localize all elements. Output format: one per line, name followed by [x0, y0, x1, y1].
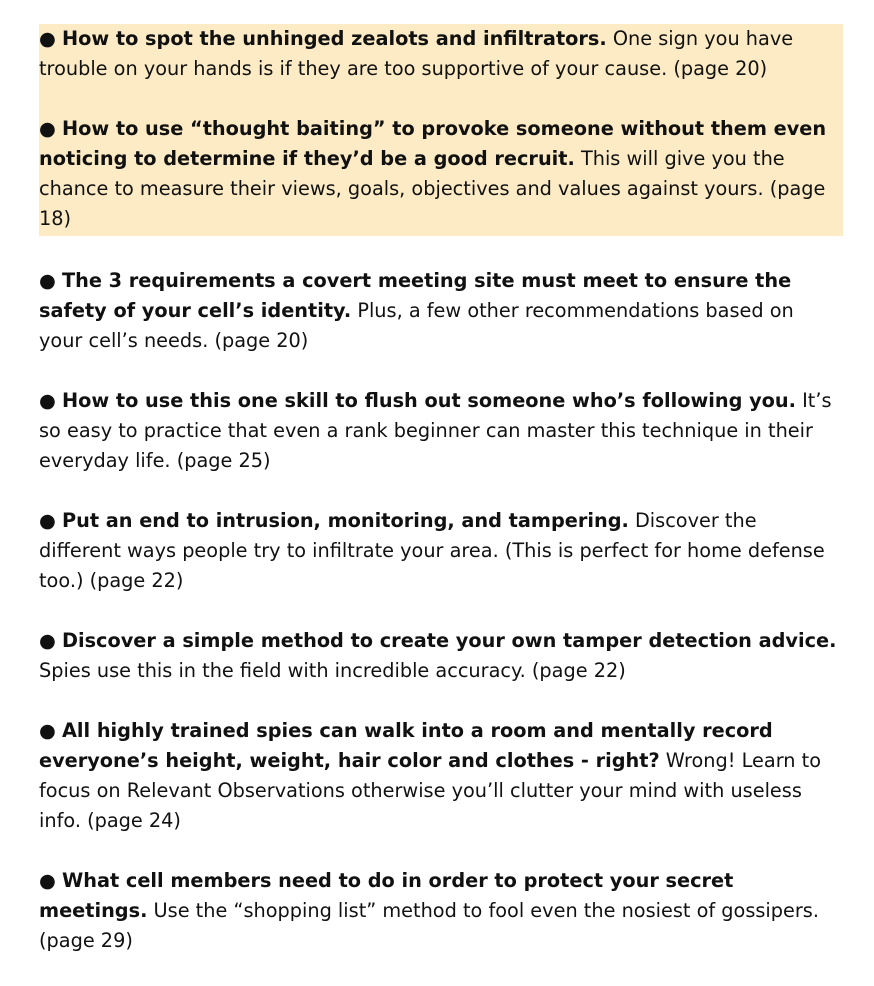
item-body: Discover the different ways people try to infiltrate your area. (This is perfect for home defense too.) (page 22)	[39, 509, 825, 592]
item-body: One sign you have trouble on your hands is if they are too supportive of your cause. (page 20)	[39, 27, 794, 80]
item-body: Use the “shopping list” method to fool even the nosiest of gossipers. (page 29)	[39, 899, 819, 952]
list-item	[39, 716, 843, 836]
item-body: Plus, a few other recommendations based on your cell’s needs. (page 20)	[39, 299, 794, 352]
bullet-icon: ●	[39, 719, 56, 742]
item-body: It’s so easy to practice that even a rank beginner can master this technique in their everyday life. (page 25)	[39, 389, 832, 472]
bullet-icon: ●	[39, 389, 56, 412]
bullet-icon: ●	[39, 269, 56, 292]
bullet-icon: ●	[39, 509, 56, 532]
highlighted-section	[39, 24, 843, 236]
list-item	[39, 386, 843, 476]
list-item	[39, 114, 843, 234]
item-headline: How to use “thought baiting” to provoke someone without them even noticing to determine if they’d be a good recruit.	[39, 117, 827, 170]
bullet-icon: ●	[39, 629, 56, 652]
item-headline: Discover a simple method to create your own tamper detection advice.	[61, 629, 837, 652]
item-headline: How to use this one skill to flush out someone who’s following you.	[61, 389, 796, 412]
list-item	[39, 266, 843, 356]
item-body: Wrong! Learn to focus on Relevant Observations otherwise you’ll clutter your mind with useless info. (page 24)	[39, 749, 821, 832]
benefit-list	[39, 24, 843, 986]
item-headline: What cell members need to do in order to protect your secret meetings.	[39, 869, 734, 922]
bullet-icon: ●	[39, 27, 56, 50]
bullet-icon: ●	[39, 869, 56, 892]
item-headline: How to spot the unhinged zealots and infiltrators.	[61, 27, 607, 50]
list-item	[39, 626, 843, 686]
item-headline: All highly trained spies can walk into a room and mentally record everyone’s height, weight, hair color and clothes - right?	[39, 719, 773, 772]
bullet-icon: ●	[39, 117, 56, 140]
list-item	[39, 506, 843, 596]
item-headline: The 3 requirements a covert meeting site must meet to ensure the safety of your cell’s identity.	[39, 269, 792, 322]
item-body: This will give you the chance to measure their views, goals, objectives and values against yours. (page 18)	[39, 147, 826, 230]
list-item	[39, 866, 843, 956]
item-headline: Put an end to intrusion, monitoring, and tampering.	[61, 509, 629, 532]
item-body: Spies use this in the field with incredible accuracy. (page 22)	[39, 659, 626, 682]
list-item	[39, 24, 843, 84]
